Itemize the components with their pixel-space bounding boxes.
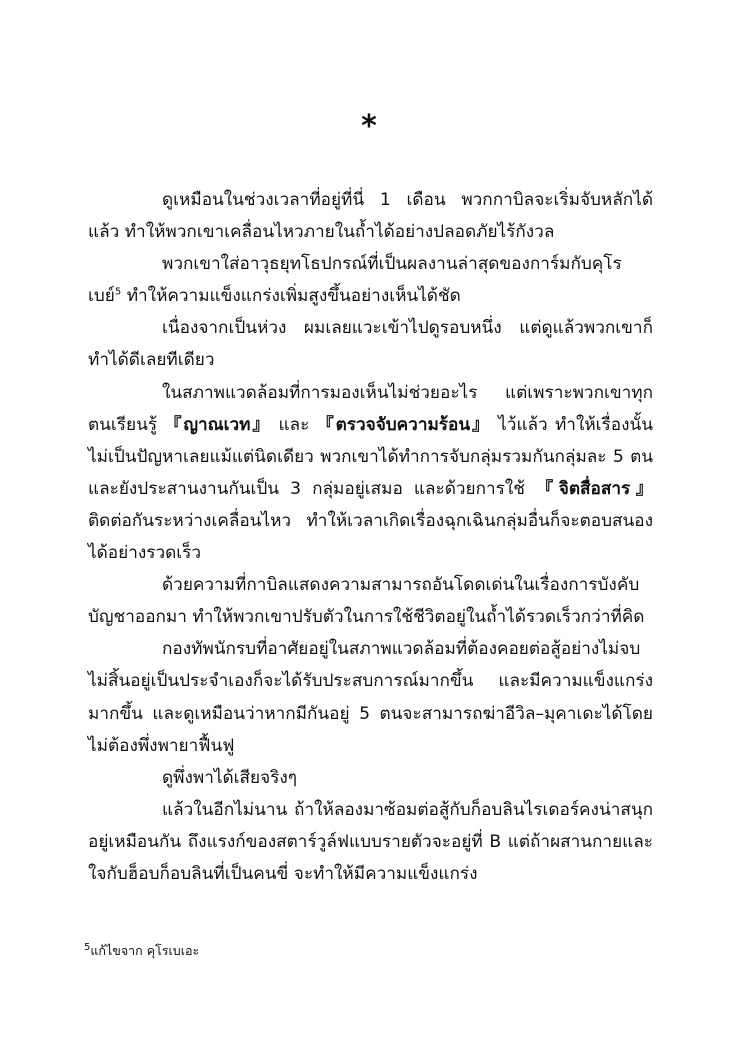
paragraph <box>88 377 653 570</box>
paragraph: ดูเหมือนในช่วงเวลาที่อยู่ที่นี่ 1 เดือน พวกกาบิลจะเริ่มจับหลักได้แล้ว ทำให้พวกเขาเคลื่อนไหวภายในถ้ำได้อย่างปลอดภัยไร้กังวล <box>88 190 653 243</box>
skill-name: 『ตรวจจับความร้อน』 <box>316 414 491 435</box>
paragraph: กองทัพนักรบที่อาศัยอยู่ในสภาพแวดล้อมที่ต้องคอยต่อสู้อย่างไม่จบไม่สิ้นอยู่เป็นประจำเองก็จะได้รับประสบการณ์มากขึ้น และมีความแข็งแกร่งมากขึ้น และดูเหมือนว่าหากมีกันอยู่ 5 ตนจะสามารถฆ่าอีวิล–มุคาเดะได้โดยไม่ต้องพึ่งพายาฟื้นฟู <box>88 639 653 756</box>
paragraph-text: ในสภาพแวดล้อมที่การมองเห็นไม่ช่วยอะไร แต่เพราะพวกเขาทุกตนเรียนรู้ <box>88 382 653 435</box>
footnote-reference: 5 <box>114 286 122 298</box>
paragraph: ด้วยความที่กาบิลแสดงความสามารถอันโดดเด่นในเรื่องการบังคับบัญชาออกมา ทำให้พวกเขาปรับตัวในการใช้ชีวิตอยู่ในถ้ำได้รวดเร็วกว่าที่คิด <box>88 575 645 628</box>
paragraph-text: ทำให้ความแข็งแกร่งเพิ่มสูงขึ้นอย่างเห็นได้ชัด <box>121 286 461 307</box>
paragraph-text: ติดต่อกันระหว่างเคลื่อนไหว ทำให้เวลาเกิดเรื่องฉุกเฉินกลุ่มอื่นก็จะตอบสนองได้อย่างรวดเร็ว <box>88 510 653 564</box>
paragraph-text: และ <box>271 414 317 435</box>
footnote <box>84 942 649 960</box>
body-text <box>88 184 653 890</box>
paragraph: แล้วในอีกไม่นาน ถ้าให้ลองมาซ้อมต่อสู้กับก็อบลินไรเดอร์คงน่าสนุกอยู่เหมือนกัน ถึงแรงก์ของสตาร์วูล์ฟแบบรายตัวจะอยู่ที่ B แต่ถ้าผสานกายและใจกับฮ็อบก็อบลินที่เป็นคนขี่ จะทำให้มีความแข็งแกร่ง <box>88 799 653 884</box>
footnote-text: แก้ไขจาก คุโรเบเอะ <box>90 943 200 958</box>
paragraph <box>88 248 653 312</box>
skill-name: 『ญาณเวท』 <box>164 414 272 435</box>
paragraph-text: พวกเขาใส่อาวุธยุทโธปกรณ์ที่เป็นผลงานล่าสุดของการ์มกับคุโรเบย์ <box>88 254 622 307</box>
skill-name: 『จิตสื่อสาร』 <box>536 478 653 499</box>
scene-break-asterisk: * <box>361 109 377 144</box>
paragraph: เนื่องจากเป็นห่วง ผมเลยแวะเข้าไปดูรอบหนึ่ง แต่ดูแล้วพวกเขาก็ทำได้ดีเลยทีเดียว <box>88 318 653 371</box>
paragraph-text: ไว้แล้ว ทำให้เรื่องนั้นไม่เป็นปัญหาเลยแม้แต่นิดเดียว พวกเขาได้ทำการจับกลุ่มรวมกันกลุ่มละ 5 ตน และยังประสานงานกันเป็น 3 กลุ่มอยู่เสมอ และด้วยการใช้ <box>88 414 653 499</box>
footnote-number: 5 <box>84 941 91 953</box>
paragraph: ดูพึ่งพาได้เสียจริงๆ <box>162 767 298 788</box>
